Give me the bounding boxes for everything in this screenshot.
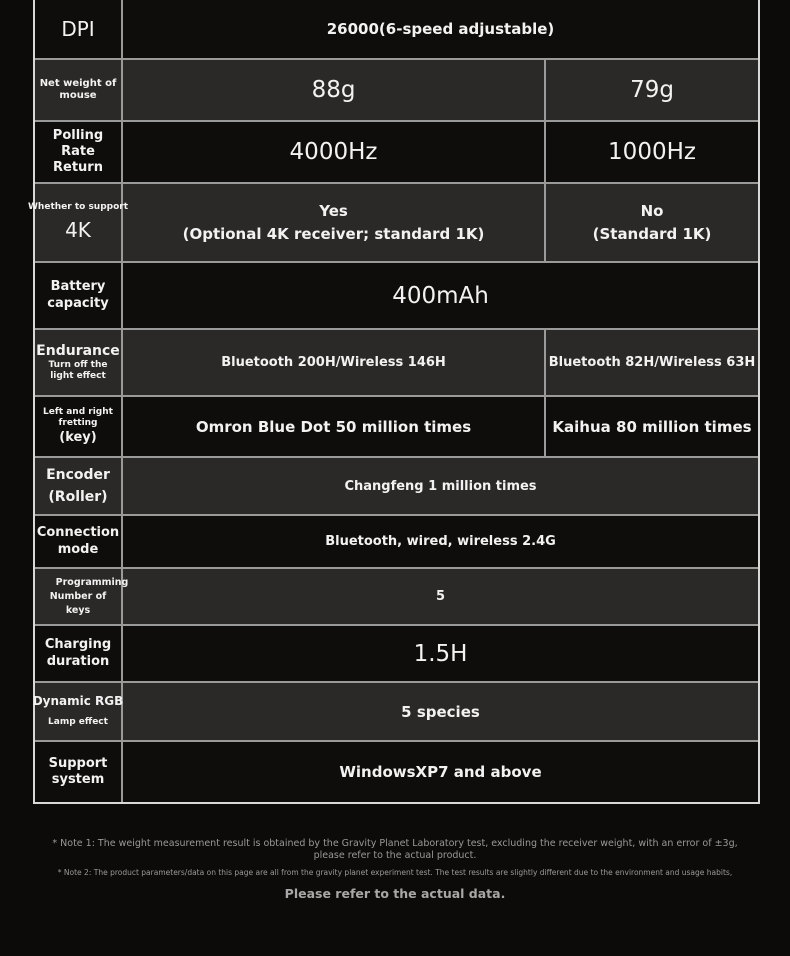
label-programming [35,569,129,624]
label-polling-3: Return [53,160,103,176]
value-4k-b-2: (Standard 1K) [592,224,712,243]
row-connection [35,516,758,569]
label-endurance-sub: Turn off the light effect [48,360,108,382]
value-4k-a-2: (Optional 4K receiver; standard 1K) [182,224,485,243]
label-encoder-1: Encoder [46,467,110,483]
row-polling [35,122,758,184]
value-endurance-a: Bluetooth 200H/Wireless 146H [123,330,546,395]
row-weight [35,60,758,122]
value-4k-a-1: Yes [319,201,348,220]
note-2: * Note 2: The product parameters/data on this page are all from the gravity planet experiment test. The test results are slightly different due to the environment and usage habits, [57,868,733,877]
value-system: WindowsXP7 and above [339,763,542,781]
label-battery-2: capacity [47,295,109,311]
label-encoder-2: (Roller) [48,489,108,505]
label-programming-1: Programming [55,576,129,588]
row-rgb [32,683,758,742]
row-4k [28,184,758,263]
value-4k-b [546,184,758,261]
label-polling-1: Polling [52,127,104,143]
label-connection [35,516,123,567]
row-dpi [35,0,758,60]
label-system-2: system [51,772,105,787]
label-connection-1: Connection [36,525,120,541]
value-rgb: 5 species [401,702,480,721]
label-battery-1: Battery [50,279,106,295]
value-battery: 400mAh [392,282,489,309]
note-1-line-2: please refer to the actual product. [313,850,477,861]
value-charging: 1.5H [413,640,468,667]
label-dpi [35,0,123,58]
label-weight-text: Net weight of mouse [39,77,117,101]
label-battery [35,263,123,328]
label-charging-1: Charging [44,637,112,653]
label-endurance-text: Endurance [36,342,120,359]
row-programming [35,569,758,626]
label-system [35,742,123,802]
spec-table [28,0,760,804]
value-weight-b: 79g [630,77,674,103]
row-system [35,742,758,802]
label-4k-small: Whether to support [28,202,129,213]
value-fretting-b: Kaihua 80 million times [552,417,752,436]
label-4k [28,184,129,261]
value-connection: Bluetooth, wired, wireless 2.4G [325,534,556,549]
label-charging-2: duration [46,653,110,669]
row-battery [35,263,758,330]
note-3: Please refer to the actual data. [284,886,506,901]
value-dpi: 26000(6-speed adjustable) [326,20,555,38]
label-programming-2: Number of [49,590,107,602]
value-encoder: Changfeng 1 million times [344,478,537,494]
value-polling-b: 1000Hz [608,139,696,165]
label-fretting [35,397,123,456]
label-rgb-2: Lamp effect [48,717,108,728]
label-connection-2: mode [57,541,99,557]
row-endurance [35,330,758,397]
label-rgb [32,683,124,740]
label-polling [35,122,123,182]
value-fretting-a: Omron Blue Dot 50 million times [123,397,546,456]
value-4k-a [123,184,546,261]
label-weight [35,60,123,120]
label-encoder [35,458,123,514]
row-charging [35,626,758,683]
label-fretting-small: Left and right fretting [43,407,113,429]
label-system-1: Support [48,755,108,771]
row-encoder [35,458,758,516]
note-1 [0,838,790,862]
value-endurance-b: Bluetooth 82H/Wireless 63H [548,355,756,370]
value-programming: 5 [435,589,446,604]
label-dpi-text: DPI [61,16,95,41]
label-polling-2: Rate [61,143,95,159]
label-endurance [35,330,123,395]
value-weight-a: 88g [123,60,546,120]
label-programming-3: keys [65,604,91,616]
value-4k-b-1: No [640,201,664,220]
row-fretting [35,397,758,458]
value-polling-a: 4000Hz [123,122,546,182]
footnotes [0,838,790,901]
note-1-line-1: * Note 1: The weight measurement result is obtained by the Gravity Planet Laboratory test, excluding the receiver weight, with an error of ±3g, [52,838,738,849]
label-charging [35,626,123,681]
label-4k-big: 4K [65,217,91,242]
label-fretting-big: (key) [59,429,97,445]
label-rgb-1: Dynamic RGB [32,694,124,709]
